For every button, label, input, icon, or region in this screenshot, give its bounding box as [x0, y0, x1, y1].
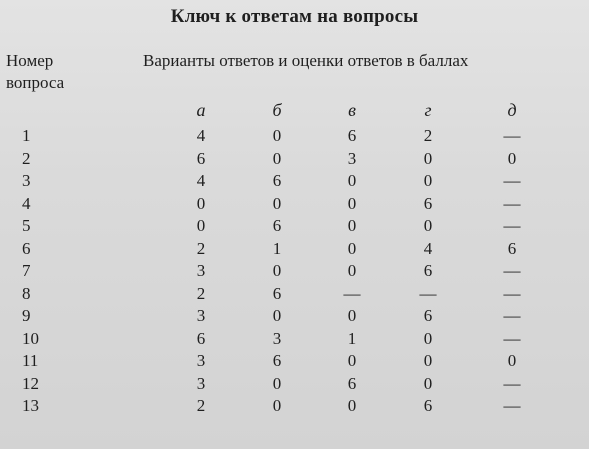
table-row — [0, 170, 589, 193]
table-row — [0, 395, 589, 418]
question-number: 7 — [22, 261, 31, 280]
question-number: 5 — [22, 216, 31, 235]
score-cell: 3 — [196, 373, 206, 393]
table-row — [0, 125, 589, 148]
score-cell: — — [343, 283, 361, 303]
score-cell: 0 — [423, 351, 433, 370]
score-cell: 6 — [272, 351, 282, 370]
score-cell: 1 — [347, 328, 357, 348]
column-letter-a: а — [196, 100, 206, 120]
question-number: 2 — [22, 148, 31, 168]
score-cell: 6 — [423, 261, 433, 280]
table-row — [0, 328, 589, 351]
score-cell: — — [503, 216, 521, 235]
table-row — [0, 305, 589, 328]
variants-header: Варианты ответов и оценки ответов в баллах — [143, 51, 469, 70]
score-cell: 0 — [423, 148, 433, 168]
score-cell: 0 — [272, 261, 282, 280]
question-number: 9 — [22, 306, 31, 325]
score-cell: 2 — [423, 126, 433, 145]
score-cell: — — [419, 283, 437, 303]
score-cell: 4 — [196, 126, 206, 145]
score-cell: 0 — [347, 238, 357, 258]
score-cell: 6 — [272, 216, 282, 235]
column-letter-v: в — [348, 100, 356, 120]
score-cell: 6 — [272, 283, 282, 303]
score-cell: — — [503, 283, 521, 303]
score-cell: 0 — [196, 216, 206, 235]
score-cell: 6 — [507, 238, 517, 258]
column-letter-g: г — [424, 100, 432, 120]
table-row — [0, 260, 589, 283]
score-cell: 0 — [423, 216, 433, 235]
score-cell: 0 — [507, 148, 517, 168]
score-cell: 6 — [272, 171, 282, 190]
question-number: 6 — [22, 238, 31, 258]
score-cell: 0 — [272, 396, 282, 415]
score-cell: 0 — [347, 351, 357, 370]
score-cell: 6 — [423, 396, 433, 415]
score-cell: 6 — [196, 328, 206, 348]
table-row — [0, 283, 589, 306]
column-letter-d: д — [507, 100, 517, 120]
question-number-header — [6, 50, 106, 94]
score-cell: 4 — [423, 238, 433, 258]
score-cell: 6 — [196, 148, 206, 168]
score-cell: 0 — [423, 171, 433, 190]
question-number: 3 — [22, 171, 31, 190]
score-cell: 0 — [347, 216, 357, 235]
score-cell: 0 — [423, 328, 433, 348]
column-letter-b: б — [272, 100, 282, 120]
score-cell: 0 — [196, 193, 206, 213]
question-number-header-line2: вопроса — [6, 73, 65, 92]
table-row — [0, 238, 589, 261]
table-row — [0, 215, 589, 238]
score-cell: 6 — [423, 306, 433, 325]
table-row — [0, 148, 589, 171]
score-cell: — — [503, 328, 521, 348]
question-number: 4 — [22, 193, 31, 213]
question-number: 8 — [22, 283, 31, 303]
column-letters — [0, 100, 589, 124]
score-cell: 0 — [507, 351, 517, 370]
score-cell: — — [503, 373, 521, 393]
score-cell: 6 — [423, 193, 433, 213]
score-cell: — — [503, 396, 521, 415]
score-cell: 2 — [196, 238, 206, 258]
score-cell: — — [503, 126, 521, 145]
table-row — [0, 350, 589, 373]
score-cell: 2 — [196, 283, 206, 303]
score-cell: 0 — [347, 306, 357, 325]
score-cell: 6 — [347, 126, 357, 145]
table-row — [0, 193, 589, 216]
score-cell: 0 — [347, 193, 357, 213]
score-cell: 3 — [347, 148, 357, 168]
score-cell: 0 — [423, 373, 433, 393]
page-title: Ключ к ответам на вопросы — [170, 6, 419, 27]
question-number: 1 — [22, 126, 31, 145]
score-cell: 0 — [272, 126, 282, 145]
score-cell: 3 — [196, 306, 206, 325]
score-cell: 3 — [196, 351, 206, 370]
question-number: 11 — [22, 351, 39, 370]
question-number-header-line1: Номер — [6, 51, 54, 70]
score-cell: 1 — [272, 238, 282, 258]
score-cell: 6 — [347, 373, 357, 393]
answer-key-table — [0, 125, 589, 418]
question-number: 13 — [22, 396, 39, 415]
score-cell: 3 — [196, 261, 206, 280]
question-number: 10 — [22, 328, 39, 348]
score-cell: — — [503, 193, 521, 213]
score-cell: 0 — [272, 148, 282, 168]
score-cell: 0 — [272, 306, 282, 325]
question-number: 12 — [22, 373, 39, 393]
score-cell: — — [503, 171, 521, 190]
score-cell: 2 — [196, 396, 206, 415]
score-cell: — — [503, 261, 521, 280]
score-cell: 4 — [196, 171, 206, 190]
table-row — [0, 373, 589, 396]
score-cell: 0 — [272, 373, 282, 393]
score-cell: 0 — [347, 171, 357, 190]
score-cell: 0 — [347, 396, 357, 415]
score-cell: 0 — [272, 193, 282, 213]
score-cell: 3 — [272, 328, 282, 348]
score-cell: — — [503, 306, 521, 325]
score-cell: 0 — [347, 261, 357, 280]
